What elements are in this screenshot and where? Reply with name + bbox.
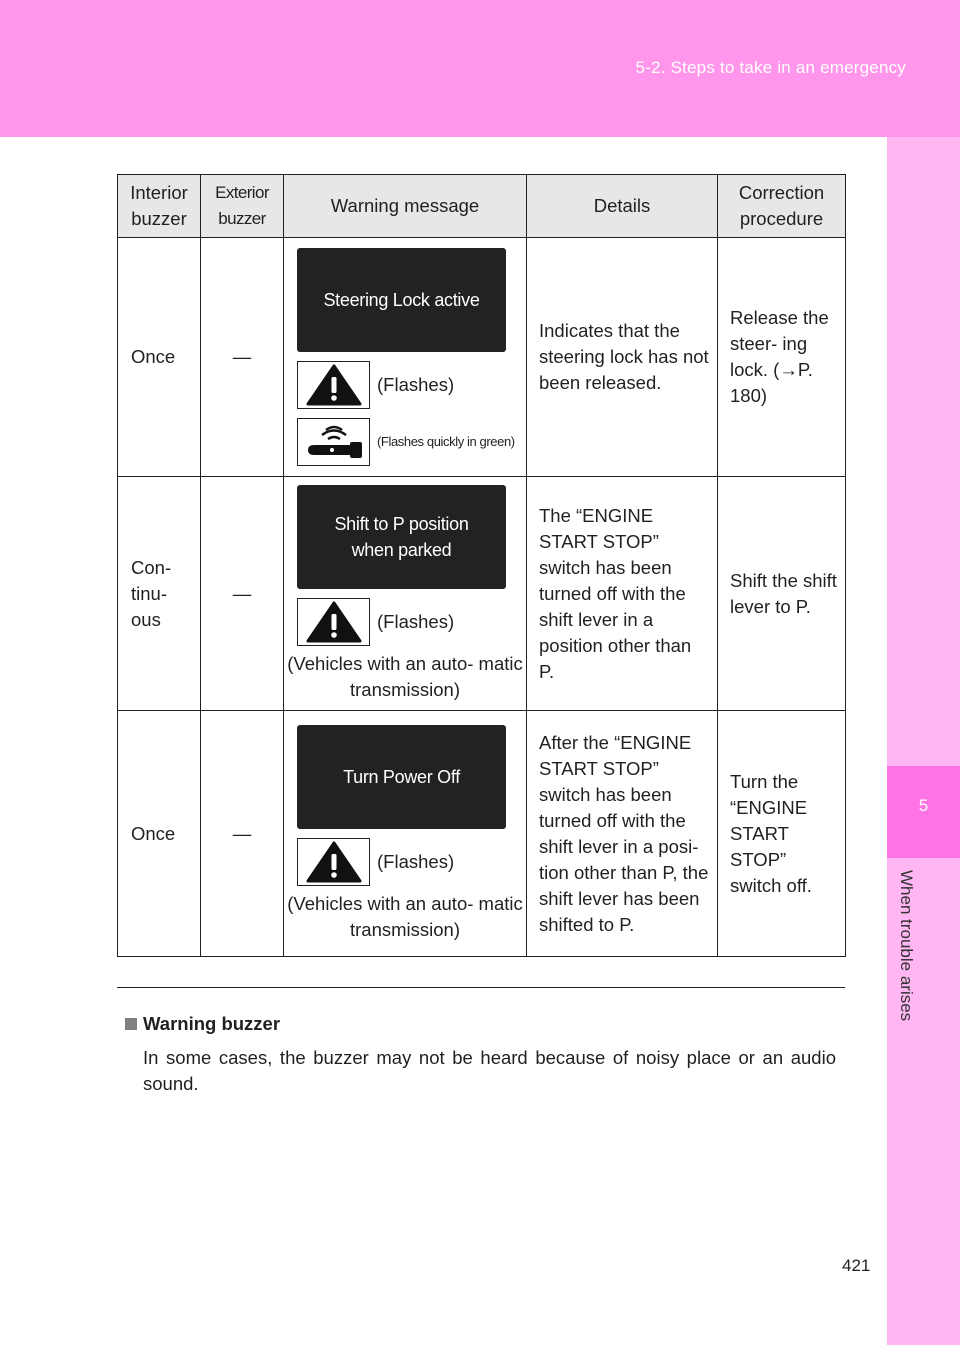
warning-triangle-icon (297, 598, 370, 646)
display-screen: Steering Lock active (297, 248, 506, 352)
correction-cell: Turn the “ENGINE START STOP” switch off. (718, 711, 846, 957)
indicator-caption: (Flashes quickly in green) (377, 434, 515, 449)
chapter-number: 5 (918, 796, 929, 815)
details-cell: Indicates that the steering lock has not been released. (527, 238, 718, 477)
vehicle-note: (Vehicles with an auto- matic transmission) (287, 652, 523, 700)
indicator-caption: (Flashes) (377, 610, 455, 632)
warning-heading-text: Warning buzzer (143, 1013, 281, 1034)
indicator-row (297, 361, 526, 409)
header-interior-buzzer: Interior buzzer (118, 175, 201, 238)
warning-buzzer-heading (125, 1013, 280, 1035)
indicator-row (297, 598, 526, 646)
page-header (0, 0, 960, 137)
header-exterior-buzzer: Exterior buzzer (201, 175, 284, 238)
display-screen: Shift to P position when parked (297, 485, 506, 589)
details-cell: After the “ENGINE START STOP” switch has been turned off with the shift lever in a posi- tion other than P, the shift lever has been shifted to P. (527, 711, 718, 957)
smart-key-icon (297, 418, 370, 466)
table-row (118, 238, 846, 477)
table-row (118, 711, 846, 957)
vehicle-note: (Vehicles with an auto- matic transmission) (287, 892, 523, 940)
interior-buzzer-cell: Once (118, 238, 201, 477)
table-row (118, 477, 846, 711)
warning-message-cell (284, 711, 527, 957)
correction-cell: Release the steer- ing lock. (→P. 180) (718, 238, 846, 477)
indicator-caption: (Flashes) (377, 374, 455, 395)
indicator-caption: (Flashes) (377, 850, 455, 872)
warning-table (117, 174, 846, 957)
indicator-row (297, 838, 526, 886)
warning-triangle-icon (297, 361, 370, 409)
warning-message-cell (284, 238, 527, 477)
exterior-buzzer-cell: — (201, 238, 284, 477)
header-warning-message: Warning message (284, 175, 527, 238)
chapter-label (888, 870, 918, 1050)
table-header-row (118, 175, 846, 238)
details-cell: The “ENGINE START STOP” switch has been turned off with the shift lever in a position other than P. (527, 477, 718, 711)
warning-message-cell (284, 477, 527, 711)
header-details: Details (527, 175, 718, 238)
warning-buzzer-text: In some cases, the buzzer may not be heard because of noisy place or an audio sound. (143, 1047, 836, 1094)
exterior-buzzer-cell: — (201, 711, 284, 957)
exterior-buzzer-cell: — (201, 477, 284, 711)
indicator-row (297, 418, 526, 466)
display-screen: Turn Power Off (297, 725, 506, 829)
correction-cell: Shift the shift lever to P. (718, 477, 846, 711)
bullet-square-icon (125, 1018, 137, 1030)
interior-buzzer-cell: Once (118, 711, 201, 957)
section-divider (117, 987, 845, 988)
chapter-label-text: When trouble arises (897, 870, 916, 1022)
interior-buzzer-cell: Con- tinu- ous (118, 477, 201, 711)
chapter-side-tab (887, 137, 960, 1345)
header-correction: Correction procedure (718, 175, 846, 238)
section-title: 5-2. Steps to take in an emergency (635, 58, 906, 77)
page-number: 421 (842, 1256, 871, 1275)
warning-triangle-icon (297, 838, 370, 886)
